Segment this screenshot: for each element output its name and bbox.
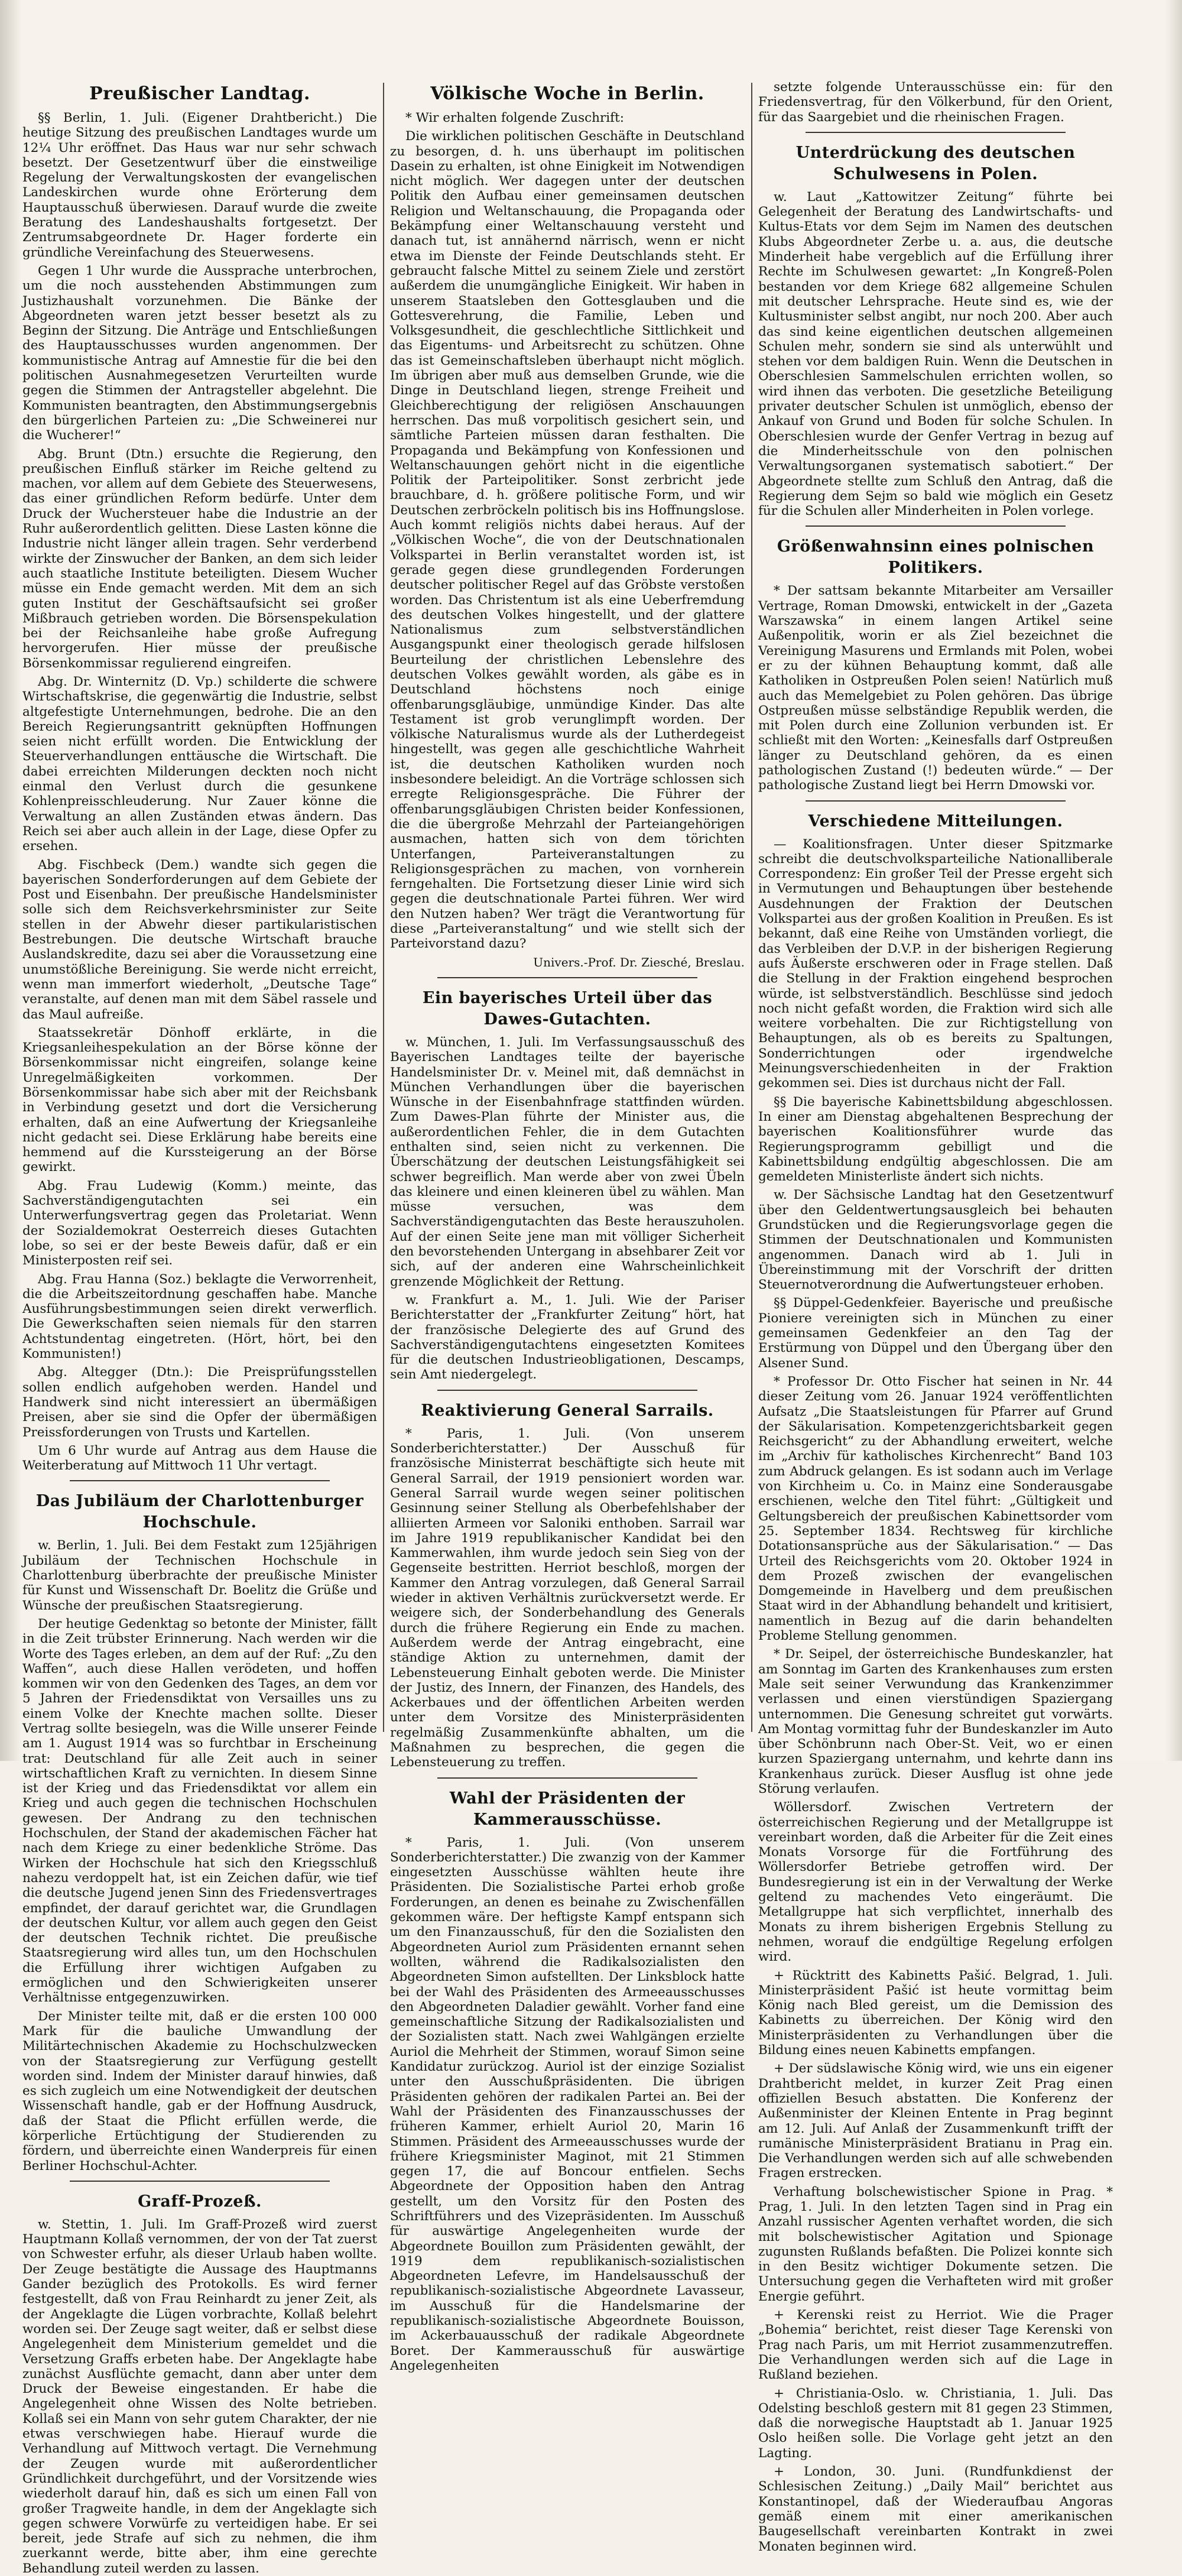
article-paragraph: Die wirklichen politischen Geschäfte in Deutschland zu besorgen, d. h. uns überhaupt im politischen Dasein zu erhalten, ist ohne Einigkeit im Notwendigen nicht möglich. Wer dagegen unter der deutschen Politik den Aufbau einer gemeinsamen deutschen Religion und Weltanschauung, die Propaganda oder Bekämpfung einer Weltanschauung versteht und danach tut, ist annähernd närrisch, wenn er nicht etwa im Dienste der Feinde Deutschlands steht. Er gebraucht falsche Mittel zu seinem Ziele und zerstört außerdem die unumgängliche Einigkeit. Wir haben in unserem Staatsleben den Gottesglauben und die Gottesverehrung, die Familie, Leben und Volksgesundheit, die geschlechtliche Sittlichkeit und das Eigentums- und Arbeitsrecht zu schützen. Ohne das ist Gemeinschaftsleben überhaupt nicht möglich. Im übrigen aber muß aus demselben Grunde, wie die Dinge in Deutschland liegen, strenge Freiheit und Gleichberechtigung der religiösen Anschauungen herrschen. Das muß vorpolitisch gesichert sein, und sämtliche Parteien müssen daran festhalten. Die Propaganda und Bekämpfung von Konfessionen und Weltanschauungen gehört nicht in die eigentliche Politik der Parteipolitiker. Sonst zerbricht jede brauchbare, d. h. größere politische Form, und wir Deutschen zerbröckeln politisch bis ins Hoffnungslose. Auch kommt religiös nichts dabei heraus. Auf der „Völkischen Woche“, die von der Deutschnationalen Volkspartei in Berlin veranstaltet worden ist, ist gerade gegen diese grundlegenden Forderungen deutscher politischer Regel auf das Gröbste verstoßen worden. Das Christentum ist als eine Ueberfremdung des deutschen Volkes hingestellt, und der glattere Nationalismus zum selbstverständlichen Ausgangspunkt einer theologisch gerade hilfslosen Beurteilung der christlichen Lebenslehre des deutschen Volkes gewählt worden, als gäbe es in Deutschland höchstens noch einige offenbarungsgläubige, unmündige Kinder. Das alte Testament ist grob verunglimpft worden. Der völkische Naturalismus wurde als der Lutherdegeist hingestellt, was gegen alle geschichtliche Wahrheit ist, die deutschen Katholiken wurden noch insbesondere beleidigt. An die Vorträge schlossen sich erregte Religionsgespräche. Die Führer der offenbarungsgläubigen Christen beider Konfessionen, die die übergroße Mehrzahl der Parteiangehörigen ausmachen, hatten sich von dem törichten Unterfangen, Parteiveranstaltungen zu Religionsgesprächen zu machen, von vornherein ferngehalten. Die Fortsetzung dieser Linie wird sich gegen die deutschnationale Partei führen. Wer wird den Nutzen haben? Wer trägt die Verantwortung für diese „Parteiveranstaltung“ und wie stellt sich der Parteivorstand dazu? xyxy=(390,129,745,952)
article-separator xyxy=(806,525,1066,527)
article-paragraph: §§ Die bayerische Kabinettsbildung abgeschlossen. In einer am Dienstag abgehaltenen Besprechung der bayerischen Koalitionsführer wurde das Regierungsprogramm gebilligt und die Kabinettsbildung endgültig abgeschlossen. Die am gemeldeten Ministerliste ändert sich nichts. xyxy=(758,1094,1113,1185)
article-paragraph: w. Berlin, 1. Juli. Bei dem Festakt zum 125jährigen Jubiläum der Technischen Hochschule in Charlottenburg überbrachte der preußische Minister für Kunst und Wissenschaft Dr. Boelitz die Grüße und Wünsche der preußischen Staatsregierung. xyxy=(22,1538,377,1613)
article-paragraph: — Koalitionsfragen. Unter dieser Spitzmarke schreibt die deutschvolksparteiliche Nationalliberale Correspondenz: Ein großer Teil der Presse ergeht sich in Vermutungen und Behauptungen über bestehende Ausdehnungen der Fraktion der Deutschen Volkspartei aus der großen Koalition in Preußen. Es ist bekannt, daß eine Reihe von Umständen vorliegt, die das Verbleiben der D.V.P. in der bisherigen Regierung aufs Äußerste erschweren oder in Frage stellen. Daß die Stellung in der Fraktion eingehend besprochen würde, ist selbstverständlich. Beschlüsse sind jedoch noch nicht gefaßt worden, die Fraktion wird sich alle weitere vorbehalten. Die zur Richtigstellung von Behauptungen, als ob es bereits zu Spaltungen, Sonderrichtungen oder irgendwelche Meinungsverschiedenheiten in der Fraktion gekommen sei. Dies ist durchaus nicht der Fall. xyxy=(758,836,1113,1091)
article-paragraph: * Paris, 1. Juli. (Von unserem Sonderberichterstatter.) Der Ausschuß für französische Ministerrat beschäftigte sich heute mit General Sarrail, der 1919 pensioniert worden war. General Sarrail wurde wegen seiner politischen Gesinnung seiner Stellung als Oberbefehlshaber der alliierten Armeen vor Saloniki enthoben. Sarrail war im Jahre 1919 republikanischer Kandidat bei den Kammerwahlen, ihm wurde jedoch sein Sieg von der Gegenseite bestritten. Herriot beschloß, morgen der Kammer den Antrag vorzulegen, daß General Sarrail wieder in aktiven Verhältnis zurückversetzt werde. Er weigere sich, der Sonderbehandlung des Generals durch die frühere Regierung ein Ende zu machen. Außerdem werde der Antrag eingebracht, eine ständige Aktion zu unternehmen, damit der Lebensteuerung Einhalt geboten werde. Die Minister der Justiz, des Innern, der Finanzen, des Handels, des Ackerbaues und der öffentlichen Arbeiten werden unter dem Vorsitze des Ministerpräsidenten regelmäßig Zusammenkünfte abhalten, um die Maßnahmen zu besprechen, die gegen die Lebensteuerung zu treffen. xyxy=(390,1426,745,1770)
article-paragraph: Abg. Frau Ludewig (Komm.) meinte, das Sachverständigengutachten sei ein Unterwerfungsvertrag gegen das Proletariat. Wenn der Sozialdemokrat Oesterreich dieses Gutachten lobe, so sei er der beste Beweis dafür, daß er ein Ministerposten reif sei. xyxy=(22,1178,377,1268)
article-paragraph: Staatssekretär Dönhoff erklärte, in die Kriegsanleihespekulation an der Börse könne der Börsenkommissar nicht eingreifen, solange keine Unregelmäßigkeiten vorkommen. Der Börsenkommissar habe sich aber mit der Reichsbank in Verbindung gesetzt und dort die Versicherung erhalten, daß an eine Aufwertung der Kriegsanleihe nicht gedacht sei. Diese Erklärung habe bereits eine hemmend auf die Kurssteigerung an der Börse gewirkt. xyxy=(22,1025,377,1175)
article-headline: Völkische Woche in Berlin. xyxy=(430,83,704,104)
article-paragraph: Um 6 Uhr wurde auf Antrag aus dem Hause die Weiterberatung auf Mittwoch 11 Uhr vertagt. xyxy=(22,1443,377,1474)
article-paragraph: w. Laut „Kattowitzer Zeitung“ führte bei Gelegenheit der Beratung des Landwirtschafts- und Kultus-Etats vor dem Sejm im Namen des deutschen Klubs Abgeordneter Zerbe u. a. aus, die deutsche Minderheit habe vergeblich auf die Erfüllung ihrer Rechte im Schulwesen gewartet: „In Kongreß-Polen bestanden vor dem Kriege 682 allgemeine Schulen mit deutscher Lehrsprache. Heute sind es, wie der Kultusminister selbst angibt, nur noch 200. Aber auch das sind keine eigentlichen deutschen allgemeinen Schulen mehr, sondern sie sind als unterwühlt und stehen vor dem baldigen Ruin. Wenn die Deutschen in Oberschlesien Sammelschulen errichten wollen, so wird ihnen das verboten. Die gesetzliche Beteiligung privater deutscher Schulen ist unmöglich, ebenso der Ankauf von Grund und Boden für solche Schulen. In Oberschlesien wurde der Genfer Vertrag in bezug auf die Minderheitsschule von den polnischen Verwaltungsorganen systematisch sabotiert.“ Der Abgeordnete stellte zum Schluß den Antrag, daß die Regierung dem Sejm so bald wie möglich ein Gesetz für die Schulen aller Minderheiten in Polen vorlege. xyxy=(758,189,1113,519)
article-paragraph: w. Der Sächsische Landtag hat den Gesetzentwurf über den Geldentwertungsausgleich bei behauten Grundstücken und die Regierungsvorlage gegen die Stimmen der Deutschnationalen und Kommunisten angenommen. Danach wird ab 1. Juli in Übereinstimmung mit der Vorschrift der dritten Steuernotverordnung die Aufwertungsteuer erhoben. xyxy=(758,1188,1113,1293)
column-rule xyxy=(383,83,384,1732)
article-paragraph: * Paris, 1. Juli. (Von unserem Sonderberichterstatter.) Die zwanzig von der Kammer eingesetzten Ausschüsse wählten heute ihre Präsidenten. Die Sozialistische Partei erhob große Forderungen, an denen es beinahe zu Zwischenfällen gekommen wäre. Der heftigste Kampf entspann sich um den Finanzausschuß, für den die Sozialisten den Abgeordneten Auriol zum Präsidenten ernannt sehen wollten, während die Radikalsozialisten den Abgeordneten Simon aufstellten. Der Linksblock hatte bei der Wahl des Präsidenten des Armeeausschusses den Abgeordneten Daladier gewählt. Vorher fand eine gemeinschaftliche Sitzung der Radikalsozialisten und der Sozialisten statt. Nach zwei Wahlgängen erzielte Auriol die Mehrheit der Stimmen, worauf Simon seine Kandidatur zurückzog. Auriol ist der einzige Sozialist unter den Ausschußpräsidenten. Die übrigen Präsidenten gehören der radikalen Partei an. Bei der Wahl der Präsidenten des Finanzausschusses der früheren Kammer, erhielt Auriol 20, Marin 16 Stimmen. Präsident des Armeeausschusses wurde der frühere Kriegsminister Maginot, mit 21 Stimmen gegen 17, die auf Boncour entfielen. Sechs Abgeordnete der Opposition haben den Antrag gestellt, um den Vorsitz für den Posten des Schriftführers und des Vizepräsidenten. Im Ausschuß für auswärtige Angelegenheiten wurde der Abgeordnete Bouillon zum Präsidenten gewählt, der 1919 dem republikanisch-sozialistischen Abgeordneten Lefevre, im Handelsausschuß der republikanisch-sozialistische Abgeordnete Lavasseur, im Ausschuß für die Handelsmarine der republikanisch-sozialistische Abgeordnete Bouisson, im Ackerbauausschuß der radikale Abgeordnete Boret. Der Kammerausschuß für auswärtige Angelegenheiten xyxy=(390,1835,745,2373)
scan-shadow-right xyxy=(1165,0,1182,1761)
article-headline: Reaktivierung General Sarrails. xyxy=(421,1401,714,1420)
article-paragraph: Wöllersdorf. Zwischen Vertretern der österreichischen Regierung und der Metallgruppe ist vereinbart worden, daß die Arbeiter für die Zeit eines Monats Vorsorge für die Fortführung des Wöllersdorfer Betriebe getroffen wird. Der Bundesregierung ist ein in der Verwaltung der Werke geltend zu machendes Veto eingeräumt. Die Metallgruppe hat sich verpflichtet, innerhalb des Monats zu ihrem bisherigen Ergebnis Stellung zu nehmen, worauf die endgültige Regelung erfolgen wird. xyxy=(758,1800,1113,1965)
article-paragraph: + Kerenski reist zu Herriot. Wie die Prager „Bohemia“ berichtet, reist dieser Tage Kerenski von Prag nach Paris, um mit Herriot zusammenzutreffen. Die Verhandlungen werden sich auf die Lage in Rußland beziehen. xyxy=(758,2308,1113,2383)
article-byline: Univers.-Prof. Dr. Ziesché, Breslau. xyxy=(533,955,745,969)
column-1 xyxy=(22,80,377,2576)
article-paragraph: Verhaftung bolschewistischer Spione in Prag. * Prag, 1. Juli. In den letzten Tagen sind in Prag ein Anzahl russischer Agenten verhaftet worden, die sich mit bolschewistischer Agitation und Spionage zugunsten Rußlands befaßten. Die Polizei konnte sich in den Besitz wichtiger Dokumente setzen. Die Untersuchung gegen die Verhafteten wird mit großer Energie geführt. xyxy=(758,2184,1113,2304)
article-separator xyxy=(437,977,697,978)
article-headline: Wahl der Präsidenten der Kammerausschüsse. xyxy=(449,1789,686,1829)
article-paragraph: w. Frankfurt a. M., 1. Juli. Wie der Pariser Berichterstatter der „Frankfurter Zeitung“ hört, hat der französische Delegierte des auf Grund des Sachverständigengutachtens eingesetzten Komitees für die deutschen Industrieobligationen, Descamps, sein Amt niedergelegt. xyxy=(390,1292,745,1383)
article-paragraph: * Wir erhalten folgende Zuschrift: xyxy=(405,111,625,125)
article-paragraph: * Professor Dr. Otto Fischer hat seinen in Nr. 44 dieser Zeitung vom 26. Januar 1924 veröffentlichten Aufsatz „Die Staatsleistungen für Pfarrer auf Grund der Säkularisation. Kompetenzgerichtsbarkeit gegen Reichsgericht“ zu der Abhandlung erweitert, welche im „Archiv für katholisches Kirchenrecht“ Band 103 zum Abdruck gelangen. Es ist sodann auch im Verlage von Kirchheim u. Co. in Mainz eine Sonderausgabe erschienen, welche den Titel führt: „Gültigkeit und Geltungsbereich der preußischen Kabinettsorder vom 25. September 1834. Rechtsweg für kirchliche Dotationsansprüche aus der Säkularisation.“ — Das Urteil des Reichsgerichts vom 20. Oktober 1924 in dem Prozeß zwischen der evangelischen Domgemeinde in Havelberg und dem preußischen Staat wird in der Abhandlung behandelt und kritisiert, namentlich in Bezug auf die darin behandelten Probleme Stellung genommen. xyxy=(758,1374,1113,1644)
article-paragraph: + London, 30. Juni. (Rundfunkdienst der Schlesischen Zeitung.) „Daily Mail“ berichtet aus Konstantinopel, daß der Wiederaufbau Angoras gemäß einem mit einer amerikanischen Baugesellschaft vereinbarten Kontrakt in zwei Monaten beginnen wird. xyxy=(758,2464,1113,2554)
article-paragraph: * Dr. Seipel, der österreichische Bundeskanzler, hat am Sonntag im Garten des Krankenhauses zum ersten Male seit seiner Verwundung das Krankenzimmer verlassen und einen vierstündigen Spaziergang unternommen. Die Genesung schreitet gut vorwärts. Am Montag vormittag fuhr der Bundeskanzler im Auto über Schönbrunn nach Ober-St. Veit, wo er einen kurzen Spaziergang unternahm, und kehrte dann ins Krankenhaus zurück. Dieser Ausflug ist ohne jede Störung verlaufen. xyxy=(758,1647,1113,1796)
article-paragraph: Abg. Fischbeck (Dem.) wandte sich gegen die bayerischen Sonderforderungen auf dem Gebiete der Post und Eisenbahn. Der preußische Handelsminister solle sich dem Reichsverkehrsminister zur Seite stellen in der Abwehr dieser partikularistischen Bestrebungen. Die deutsche Wirtschaft brauche Auslandskredite, dazu sei aber die Voraussetzung eine unumstößliche Bereinigung. Sie werde nicht erreicht, wenn man immerfort wiederholt, „Deutsche Tage“ veranstalte, auf denen man mit dem Säbel rassele und das Maul aufreiße. xyxy=(22,857,377,1022)
article-paragraph: §§ Berlin, 1. Juli. (Eigener Drahtbericht.) Die heutige Sitzung des preußischen Landtages wurde um 12¼ Uhr eröffnet. Das Haus war nur sehr schwach besetzt. Der Gesetzentwurf über die einstweilige Regelung der Verwaltungskosten der evangelischen Landeskirchen wurde ohne Erörterung dem Hauptausschuß überwiesen. Darauf wurde die zweite Beratung des Landeshaushalts fortgesetzt. Der Zentrumsabgeordnete Dr. Hager forderte ein gründliche Vereinfachung des Steuerwesens. xyxy=(22,111,377,260)
column-rule xyxy=(751,83,752,1732)
article-separator xyxy=(70,2181,330,2182)
article-headline: Ein bayerisches Urteil über das Dawes-Gutachten. xyxy=(422,988,713,1029)
article-paragraph: * Der sattsam bekannte Mitarbeiter am Versailler Vertrage, Roman Dmowski, entwickelt in der „Gazeta Warszawska“ in einem langen Artikel seine Außenpolitik, worin er als Ziel bezeichnet die Vereinigung Masurens und Ermlands mit Polen, wobei er zu der kühnen Behauptung kommt, daß alle Katholiken in Ostpreußen Polen seien! Natürlich muß auch das Memelgebiet zu Polen gehören. Das übrige Ostpreußen müsse selbständige Republik werden, die mit Polen durch eine Zollunion verbunden ist. Er schließt mit den Worten: „Keinesfalls darf Ostpreußen länger zu Deutschland gehören, da es einen pathologischen Zustand (!) bedeuten würde.“ — Der pathologische Zustand liegt bei Herrn Dmowski vor. xyxy=(758,583,1113,793)
column-3 xyxy=(758,80,1113,2554)
article-headline: Das Jubiläum der Charlottenburger Hochschule. xyxy=(35,1492,364,1532)
article-headline: Verschiedene Mitteilungen. xyxy=(808,812,1063,830)
article-paragraph: w. München, 1. Juli. Im Verfassungsausschuß des Bayerischen Landtages teilte der bayerische Handelsminister Dr. v. Meinel mit, daß demnächst in München Verhandlungen über die bayerischen Wünsche in der Eisenbahnfrage stattfinden würden. Zum Dawes-Plan führte der Minister aus, die außerordentlichen Fehler, die in dem Gutachten enthalten sind, seien nicht zu verkennen. Die Überschätzung der deutschen Leistungsfähigkeit sei schwer begreiflich. Man werde aber von zwei Übeln das kleinere und einen kleineren übel zu wählen. Man müsse versuchen, was dem Sachverständigengutachten das Beste herauszuholen. Auf der einen Seite jene man mit völliger Sicherheit den bevorstehenden Untergang in absehbarer Zeit vor sich, auf der anderen eine Wahrscheinlichkeit grenzende Möglichkeit der Rettung. xyxy=(390,1034,745,1289)
article-headline: Graff-Prozeß. xyxy=(138,2192,262,2211)
article-separator xyxy=(437,1777,697,1779)
article-separator xyxy=(437,1390,697,1391)
article-paragraph: Abg. Dr. Winternitz (D. Vp.) schilderte die schwere Wirtschaftskrise, die gegenwärtig die Industrie, selbst altgefestigte Unternehmungen, bedrohe. Die an den Bereich Regierungsantritt geknüpften Hoffnungen seien nicht erfüllt worden. Die Entwicklung der Steuerverhandlungen enttäusche die Wirtschaft. Die dabei erreichten Milderungen deckten noch nicht einmal den Verlust durch die gesunkene Kohlenpreisschleuderung. Nur Zauer könne die Verwaltung an allen Zuständen etwas ändern. Das Reich sei aber auch allein in der Lage, diese Opfer zu ersehen. xyxy=(22,674,377,854)
article-paragraph: Abg. Frau Hanna (Soz.) beklagte die Verworrenheit, die die Arbeitszeitordnung geschaffen habe. Manche Ausführungsbestimmungen seien direkt verwerflich. Die Gewerkschaften seien niemals für den starren Achtstundentag eingetreten. (Hört, hört, bei den Kommunisten!) xyxy=(22,1271,377,1362)
article-paragraph: + Rücktritt des Kabinetts Pašić. Belgrad, 1. Juli. Ministerpräsident Pašić ist heute vormittag beim König nach Bled gereist, um die Demission des Kabinetts zu überreichen. Der König wird den Ministerpräsidenten zu Verhandlungen über die Bildung eines neuen Kabinetts empfangen. xyxy=(758,1968,1113,2058)
article-paragraph: + Der südslawische König wird, wie uns ein eigener Drahtbericht meldet, in kurzer Zeit Prag einen offiziellen Besuch abstatten. Die Konferenz der Außenminister der Kleinen Entente in Prag beginnt am 12. Juli. Auf Anlaß der Zusammenkunft trifft der rumänische Ministerpräsident Bratianu in Prag ein. Die Verhandlungen werden sich auf alle schwebenden Fragen erstrecken. xyxy=(758,2061,1113,2181)
article-paragraph: setzte folgende Unterausschüsse ein: für den Friedensvertrag, für den Völkerbund, für den Orient, für das Saargebiet und die rheinischen Fragen. xyxy=(758,80,1113,125)
article-headline: Unterdrückung des deutschen Schulwesens in Polen. xyxy=(795,143,1076,183)
article-paragraph: Der Minister teilte mit, daß er die ersten 100 000 Mark für die bauliche Umwandlung der Militärtechnischen Akademie zu Hochschulzwecken von der Staatsregierung zur Verfügung gestellt worden sind. Indem der Minister darauf hinwies, daß es sich zugleich um eine Notwendigkeit der deutschen Wissenschaft handle, gab er der Hoffnung Ausdruck, daß der Staat die Pflicht erfüllen werde, die körperliche Ertüchtigung der Studierenden zu fördern, und überreichte einen Wanderpreis für einen Berliner Hochschul-Achter. xyxy=(22,2009,377,2173)
article-paragraph: w. Stettin, 1. Juli. Im Graff-Prozeß wird zuerst Hauptmann Kollaß vernommen, der von der Tat zuerst von Schwester erfuhr, als dieser Urlaub haben wollte. Der Zeuge bestätigte die Aussage des Hauptmanns Gander bezüglich des Protokolls. Es wird ferner festgestellt, daß von Frau Reinhardt zu jener Zeit, als der Angeklagte die Lügen vorbrachte, Kollaß belehrt worden sei. Der Zeuge sagt weiter, daß er selbst diese Angelegenheit dem Ministerium gemeldet und die Versetzung Graffs erbeten habe. Der Angeklagte habe zunächst Ausflüchte gemacht, dann aber unter dem Druck der Beweise eingestanden. Er habe die Angelegenheit ohne Wissen des Nolte betrieben. Kollaß sei ein Mann von sehr gutem Charakter, der nie etwas verschwiegen habe. Hierauf wurde die Verhandlung auf Mittwoch vertagt. Die Vernehmung der Zeugen wurde mit außerordentlicher Gründlichkeit durchgeführt, und der Vorsitzende wies wiederholt darauf hin, daß es sich um einen Fall von großer Tragweite handle, in dem der Angeklagte sich gegen schwere Vorwürfe zu verteidigen habe. Er sei bereit, jede Strafe auf sich zu nehmen, die ihm zuerkannt werde, bitte aber, ihm eine gerechte Behandlung zuteil werden zu lassen. xyxy=(22,2217,377,2576)
article-paragraph: §§ Düppel-Gedenkfeier. Bayerische und preußische Pioniere vereinigten sich in München zu einer gemeinsamen Gedenkfeier an den Tag der Erstürmung von Düppel und den Übergang über den Alsener Sund. xyxy=(758,1296,1113,1371)
article-separator xyxy=(70,1480,330,1481)
column-2 xyxy=(390,80,745,2373)
article-headline: Größenwahnsinn eines polnischen Politikers. xyxy=(777,537,1095,578)
article-separator xyxy=(806,132,1066,133)
article-paragraph: + Christiania-Oslo. w. Christiania, 1. Juli. Das Odelsting beschloß gestern mit 81 gegen 23 Stimmen, daß die norwegische Hauptstadt ab 1. Januar 1925 Oslo heißen solle. Die Vorlage geht jetzt an den Lagting. xyxy=(758,2386,1113,2461)
article-paragraph: Abg. Brunt (Dtn.) ersuchte die Regierung, den preußischen Einfluß stärker im Reiche geltend zu machen, vor allem auf dem Gebiete des Steuerwesens, das einer gründlichen Reform bedürfe. Unter dem Druck der Wuchersteuer habe die Industrie an der Ruhr außerordentlich gelitten. Diese Lasten könne die Industrie nicht länger allein tragen. Sehr verderbend wirkte der Zinswucher der Banken, an dem sich leider auch staatliche Institute beteiligten. Diesem Wucher müsse ein Ende gemacht werden. Mit dem an sich guten Institut der Geschäftsaufsicht sei großer Mißbrauch getrieben worden. Die Börsenspekulation bei der Reichsanleihe habe große Aufregung hervorgerufen. Hier müsse der preußische Börsenkommissar regulierend eingreifen. xyxy=(22,446,377,671)
article-separator xyxy=(806,800,1066,802)
scan-shadow-left xyxy=(0,0,21,1761)
article-paragraph: Abg. Altegger (Dtn.): Die Preisprüfungsstellen sollen endlich aufgehoben werden. Handel und Handwerk sind nicht interessiert an übermäßigen Preisen, aber sie sind die Opfer der übermäßigen Preissforderungen von Trusts und Kartellen. xyxy=(22,1365,377,1440)
article-paragraph: Gegen 1 Uhr wurde die Aussprache unterbrochen, um die noch ausstehenden Abstimmungen zum Justizhaushalt vorzunehmen. Die Bänke der Abgeordneten waren jetzt besser besetzt als zu Beginn der Sitzung. Die Anträge und Entschließungen des Hauptausschusses wurden angenommen. Der kommunistische Antrag auf Amnestie für die bei den politischen Ausnahmegesetzen Verurteilten wurde gegen die Stimmen der Antragsteller abgelehnt. Die Kommunisten beantragten, den Abstimmungsergebnis den bürgerlichen Parteien zu: „Die Schweinerei nur die Wucherer!“ xyxy=(22,263,377,443)
article-paragraph: Der heutige Gedenktag so betonte der Minister, fällt in die Zeit trübster Erinnerung. Nach werden wir die Worte des Tages erleben, an dem auf der Ruf: „Zu den Waffen“, auch diese Hallen verödeten, und hoffen kommen wir von den Gedenken des Tages, an dem vor 5 Jahren der Friedensdiktat von Versailles uns zu einem Volke der Knechte machen sollte. Dieser Vertrag sollte besiegeln, was die Wille unserer Feinde am 1. August 1914 was so furchtbar in Erscheinung trat: Deutschland für alle Zeit auch in seiner wirtschaftlichen Kraft zu vernichten. In diesem Sinne ist der Krieg und das Friedensdiktat vor allem ein Krieg und auch gegen die technischen Hochschulen gewesen. Der Andrang zu den technischen Hochschulen, der Stand der akademischen Fächer hat nach dem Kriege zu einer bedenkliche Ströme. Das Wirken der Hochschule hat sich den Kriegsschluß nahezu verdoppelt hat, ist ein Zeichen dafür, wie tief die deutsche Jugend jenen Sinn des Friedensvertrages empfindet, der darauf gerichtet war, die Grundlagen der deutschen Kultur, vor allem auch gegen den Geist der deutschen Technik richtet. Die preußische Staatsregierung wird alles tun, um den Hochschulen die Erfüllung ihrer wichtigen Aufgaben zu ermöglichen und den Schwierigkeiten unserer Verhältnisse entgegenzuwirken. xyxy=(22,1616,377,2006)
article-headline: Preußischer Landtag. xyxy=(89,83,310,104)
